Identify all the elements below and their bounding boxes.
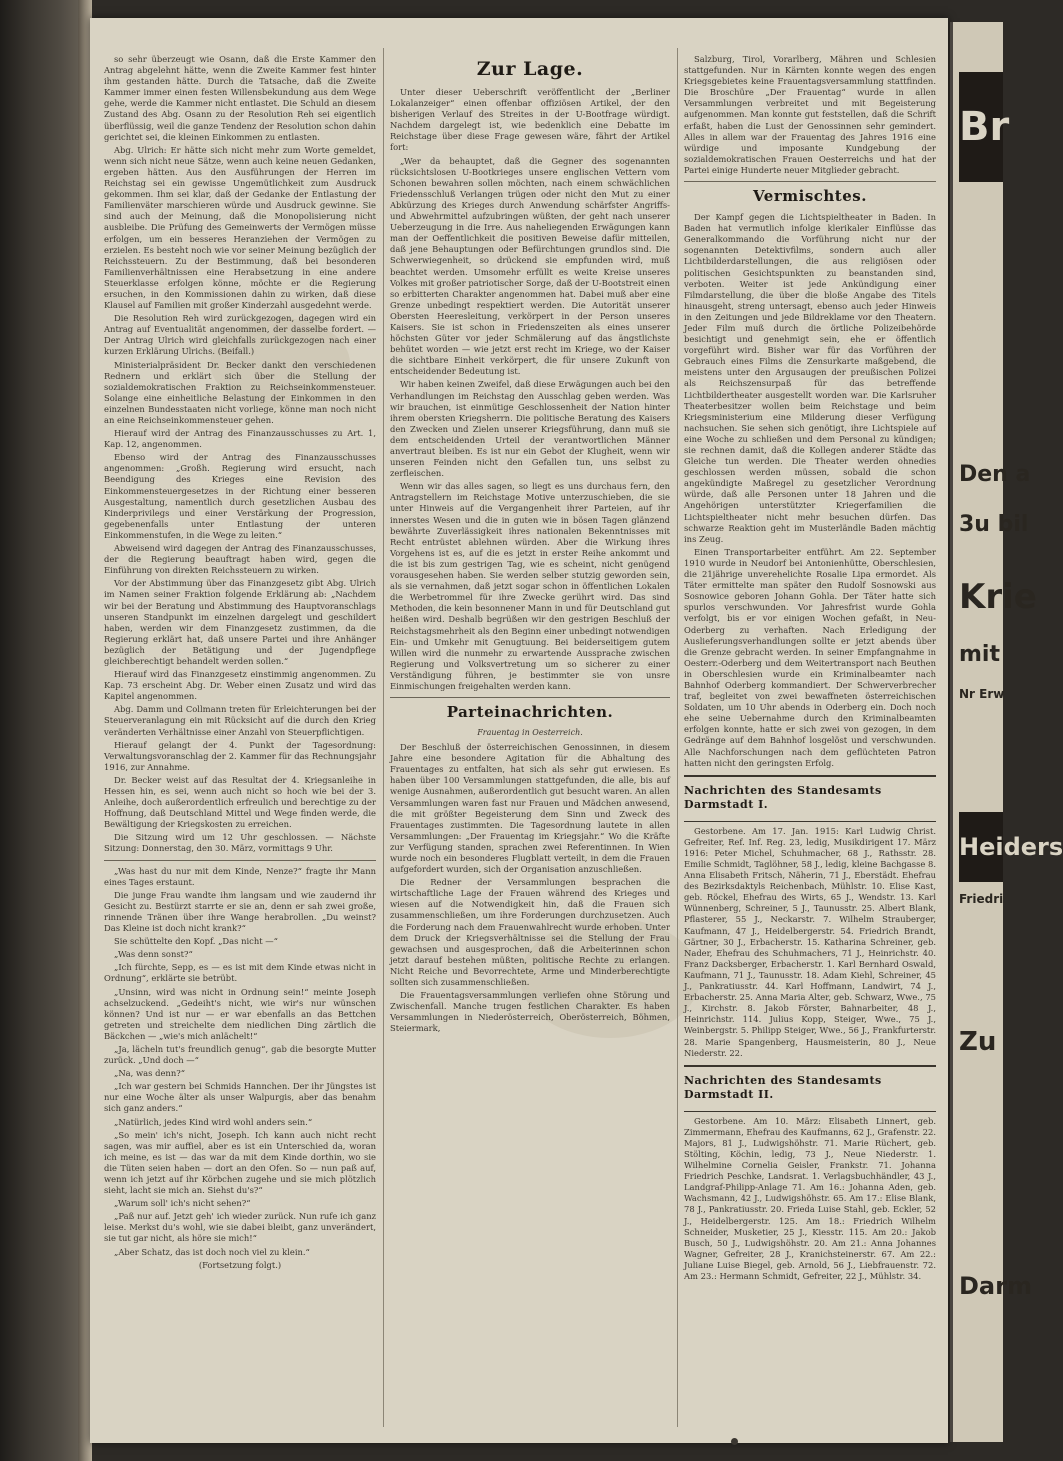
story-paragraph: „So mein' ich's nicht, Joseph. Ich kann auch nicht recht sagen, was mir auffiel, aber es ist ein Unterschied da, woran ich meine, es ist — das war da mit dem Kinde dorthin, wo sie die Tüten seien haben — dort an den Ofen. So — nun paß auf, wenn ich jetzt auf ihr Körbchen zugehe und sie mich plötzlich sieht, lacht sie mich an. Siehst du's?“ xyxy=(104,1129,376,1196)
article-paragraph: Salzburg, Tirol, Vorarlberg, Mähren und Schlesien stattgefunden. Nur in Kärnten konnte wegen des engen Kriegsgebietes keine Frauentagsversammlung stattfinden. Die Broschüre „Der Frauentag“ wurde in allen Versammlungen verbreitet und mit Begeisterung aufgenommen. Man konnte gut feststellen, daß die Schrift erfaßt, haben die Lust der Genossinnen sehr gemindert. Alles in allem war der Frauentag des Jahres 1916 eine würdige und imposante Kundgebung der sozialdemokratischen Frauen Oesterreichs und hat der Partei einige Hunderte neuer Mitglieder gebracht. xyxy=(684,54,936,175)
adjacent-ad-text: 3u bil xyxy=(959,512,1029,537)
article-paragraph: Hierauf gelangt der 4. Punkt der Tagesordnung: Verwaltungsvoranschlag der 2. Kammer für das Rechnungsjahr 1916, zur Annahme. xyxy=(104,739,376,772)
story-paragraph: Die junge Frau wandte ihm langsam und wie zaudernd ihr Gesicht zu. Bestürzt starrte er sie an, denn er sah zwei große, rinnende Tränen über ihre Wange herabrollen. „Du weinst? Das Kleine ist doch nicht krank?“ xyxy=(104,889,376,934)
article-paragraph: Die Resolution Reh wird zurückgezogen, dagegen wird ein Antrag auf Eventualität angenommen, der dasselbe fordert. — Der Antrag Ulrich wird gleichfalls zurückgezogen nach einer kurzen Erklärung Ulrichs. (Beifall.) xyxy=(104,313,376,357)
article-paragraph: Hierauf wird der Antrag des Finanzausschusses zu Art. 1, Kap. 12, angenommen. xyxy=(104,428,376,450)
section-divider xyxy=(104,860,376,861)
article-paragraph: Wenn wir das alles sagen, so liegt es uns durchaus fern, den Antragstellern im Reichstage Motive unterzuschieben, die sie unter Hinweis auf die Vergangenheit ihrer Parteien, auf ihr innerstes Wesen und die in guten wie in bösen Tagen glänzend bewährte Zuverlässigkeit ihres nationalen Bekenntnisses mit Recht entrüstet ablehnen würden. Aber die Wirkung ihres Vorgehens ist es, auf die es jetzt in erster Reihe ankommt und die ist bis zum gestrigen Tag, wie es scheint, nicht genügend vorausgesehen haben. Sie werden selber stutzig geworden sein, als sie vernahmen, daß jetzt sogar schon in öffentlichen Lokalen die Werbetrommel für ihre Zwecke gerührt wird. Das sind Methoden, die kein besonnener Mann in und für Deutschland gut heißen wird. Deshalb begrüßen wir den gestrigen Beschluß der Reichstagsmehrheit als den Beginn einer unbedingt notwendigen Ein- und Umkehr mit Genugtuung. Bei beiderseitigem gutem Willen wird die nunmehr zu erwartende Aussprache zwischen Regierung und Volksvertretung um so sicherer zu einer Verständigung führen, je bestimmter sie von unsre Einmischungen freigehalten werden kann. xyxy=(390,481,670,691)
headline-parteinachrichten: Parteinachrichten. xyxy=(446,703,614,722)
subheadline: Frauentag in Oesterreich. xyxy=(477,728,583,738)
adjacent-ad-text: Zu xyxy=(959,1027,997,1057)
article-paragraph: Abweisend wird dagegen der Antrag des Finanzausschusses, der die Regierung beauftragt haben wird, gegen die Einführung von direkten Reichssteuern zu wirken. xyxy=(104,543,376,576)
adjacent-ad-block: Br xyxy=(959,72,1003,182)
section-divider xyxy=(390,697,670,698)
adjacent-ad-text: Krie xyxy=(959,577,1037,617)
article-paragraph: Die Sitzung wird um 12 Uhr geschlossen. — Nächste Sitzung: Donnerstag, den 30. März, vormittags 9 Uhr. xyxy=(104,832,376,854)
registry-text: Gestorbene. Am 17. Jan. 1915: Karl Ludwig Christ. Gefreiter, Ref. Inf. Reg. 23, ledig, Musikdirigent 17. März 1916: Peter Michel, Schuhmacher, 68 J., Rathsstr. 28. Emilie Schmidt, Taglöhner, 58 J., ledig, kleine Bachgasse 8. Anna Elisabeth Fritsch, Näherin, 71 J., Eberstädt. Ehefrau des Bezirksdaktyls Reichenbach, Mühlstr. 10. Elise Kast, geb. Röckel, Ehefrau des Wirts, 65 J., Wendstr. 13. Karl Wünnenberg, Schreiner, 5 J., Taunusstr. 25. Albert Blank, Pflasterer, 55 J., Neckarstr. 7. Wilhelm Strauberger, Kaufmann, 47 J., Heidelbergerstr. 54. Friedrich Brandt, Gärtner, 30 J., Erbacherstr. 15. Katharina Schreiner, geb. Nader, Ehefrau des Schuhmachers, 71 J., Heinrichstr. 40. Franz Dacksberger, Erbacherstr. 1. Karl Bernhard Oswald, Kaufmann, 71 J., Taunusstr. 18. Adam Kiehl, Schreiner, 45 J., Pankratiusstr. 44. Karl Hoffmann, Landwirt, 74 J., Erbacherstr. 25. Anna Maria Alter, geb. Schwarz, Wwe., 75 J., Kirchstr. 8. Jakob Förster, Bahnarbeiter, 48 J., Heinrichstr. 114. Julius Kopp, Steiger, Wwe., 75 J., Weinbergstr. 5. Philipp Steiger, Wwe., 56 J., Frankfurterstr. 28. Marie Spangenberg, Hausmeisterin, 80 J., Neue Niederstr. 22. xyxy=(684,825,936,1058)
story-paragraph: „Ich fürchte, Sepp, es — es ist mit dem Kinde etwas nicht in Ordnung“, erklärte sie betrübt. xyxy=(104,962,376,984)
article-paragraph: Der Beschluß der österreichischen Genossinnen, in diesem Jahre eine besondere Agitation für die Abhaltung des Frauentages zu entfalten, hat sich als sehr gut erwiesen. Es haben über 100 Versammlungen stattgefunden, die alle, bis auf wenige Ausnahmen, außerordentlich gut besucht waren. An allen Versammlungen waren fast nur Frauen und Mädchen anwesend, die mit größter Begeisterung dem Sinn und Zweck des Frauentages zustimmten. Die Tagesordnung lautete in allen Versammlungen: „Der Frauentag im Kriegsjahr.“ Wo die Kräfte zur Verfügung standen, sprachen zwei Referentinnen. In Wien wurde noch ein besonderes Flugblatt verteilt, in dem die Frauen aufgefordert wurden, sich der Organisation anzuschließen. xyxy=(390,742,670,875)
adjacent-ad-text: Friedri xyxy=(959,892,1004,906)
article-paragraph: „Wer da behauptet, daß die Gegner des sogenannten rücksichtslosen U-Bootkrieges unsere englischen Vettern vom Schonen bewahren sollen möchten, nach einem schwächlichen Friedensschluß Verlangen trügen oder nicht den Mut zu einer Abkürzung des Krieges durch Anwendung schärfster Angriffs- und Abwehrmittel aufzubringen wüßten, der geht nach unserer Ueberzeugung in die Irre. Aus naheliegenden Erwägungen kann man der Oeffentlichkeit die positiven Beweise dafür mitteilen, daß jene Behauptungen oder Befürchtungen grundlos sind. Die Schwerwiegenheit, so drückend sie empfunden wird, muß beachtet werden. Umsomehr erfüllt es weite Kreise unseres Volkes mit großer patriotischer Sorge, daß der U-Bootstreit einen so erbitterten Charakter angenommen hat. Dabei muß aber eine Grenze unbedingt respektiert werden. Die Autorität unserer Obersten Heeresleitung, verkörpert in der Person unseres Kaisers. Sie ist schon in Friedenszeiten als eines unserer höchsten Güter vor jeder Schmälerung auf das ängstlichste behütet worden — wie jetzt erst recht im Kriege, wo der Kaiser die sichtbare Einheit verkörpert, die für unsere Zukunft von entscheidender Bedeutung ist. xyxy=(390,155,670,377)
story-paragraph: „Unsinn, wird was nicht in Ordnung sein!“ meinte Joseph achselzuckend. „Gedeiht's nicht, wie wir's nur wünschen können? Und ist nur — er war ebenfalls an das Bettchen getreten und streichelte dem niedlichen Ding zärtlich die Bäckchen — „wie's mich anlächelt!“ xyxy=(104,986,376,1041)
story-paragraph: „Ich war gestern bei Schmids Hannchen. Der ihr Jüngstes ist nur eine Woche älter als unser Walpurgis, aber das benahm sich ganz anders.“ xyxy=(104,1081,376,1114)
book-binding xyxy=(0,0,86,1461)
continuation-note: (Fortsetzung folgt.) xyxy=(198,1259,282,1270)
adjacent-ad-text: Nr Erw xyxy=(959,687,1005,701)
article-paragraph: Wir haben keinen Zweifel, daß diese Erwägungen auch bei den Verhandlungen im Reichstag den Ausschlag geben werden. Was wir brauchen, ist einmütige Geschlossenheit der Nation hinter ihrem obersten Kriegsherrn. Die politische Beratung des Kaisers den Zwecken und Zielen unserer Kriegsführung, dann muß sie dem entscheidenden Urteil der verantwortlichen Männer anvertraut bleiben. Es ist nur ein Gebot der Klugheit, wenn wir unseren Feinden nicht den Gefallen tun, uns selbst zu zerfleischen. xyxy=(390,379,670,479)
article-paragraph: Abg. Ulrich: Er hätte sich nicht mehr zum Worte gemeldet, wenn sich nicht neue Sätze, wenn auch keine neuen Gedanken, ergeben hätten. Aus den Ausführungen der Herren im Reichstag sei ein gewisse Ungemütlichkeit zum Ausdruck gekommen. Ihm sei klar, daß der Gedanke der Entlastung der Familienväter marschieren würde und Ausdruck gewinne. Sie sind auch der Meinung, daß die Monopolisierung nicht ausbleibe. Die Prüfung des Gemeinwerts der Vermögen müsse erfolgen, um ein besseres Heranziehen der Vermögen zu erzielen. Es besteht noch wie vor seiner Meinung bezüglich der Reichssteuern. Zu der Bestimmung, daß bei besonderen Familienverhältnissen eine Herabsetzung in eine andere Steuerklasse erfolgen könne, möchte er die Regierung ersuchen, in den Kommissionen dahin zu wirken, daß diese Klausel auf Familien mit großer Kinderzahl ausgedehnt werde. xyxy=(104,144,376,311)
story-paragraph: „Na, was denn?“ xyxy=(114,1068,185,1079)
column-middle xyxy=(390,54,670,1425)
adjacent-ad-text: Den a xyxy=(959,462,1031,487)
article-paragraph: Dr. Becker weist auf das Resultat der 4. Kriegsanleihe in Hessen hin, es sei, wenn auch nicht so hoch wie bei der 3. Anleihe, doch außerordentlich erfreulich und berechtige zu der Hoffnung, daß Deutschland Mittel und Wege finden werde, die Bewältigung der Kriegskosten zu erreichen. xyxy=(104,774,376,830)
adjacent-ad-block: Heiders xyxy=(959,812,1003,882)
registry-title: Nachrichten des Standesamts Darmstadt I. xyxy=(684,783,882,811)
article-paragraph: Die Frauentagsversammlungen verliefen ohne Störung und Zwischenfall. Manche trugen festlichen Charakter. Es haben Versammlungen in Niederösterreich, Oberösterreich, Böhmen, Steiermark, xyxy=(390,990,670,1034)
column-rule xyxy=(383,48,384,1427)
adjacent-ad-text: Darm xyxy=(959,1272,1032,1300)
article-paragraph: so sehr überzeugt wie Osann, daß die Erste Kammer den Antrag abgelehnt hätte, wenn die Zweite Kammer fest hinter ihm gestanden hätte. Durch die Tatsache, daß die Zweite Kammer immer einen festen Willensbekundung aus dem Wege gehe, werde die Kammer nicht entlastet. Die Schuld an diesem Zustand des Abg. Osann zu der Resolution Reh sei eigentlich überflüssig, weil die ganze Tendenz der Resolution schon dahin gerichtet sei, die kleinen Einkommen zu entlasten. xyxy=(104,54,376,142)
story-paragraph: „Was denn sonst?“ xyxy=(114,949,193,960)
article-paragraph: Einen Transportarbeiter entführt. Am 22. September 1910 wurde in Neudorf bei Antonienhütte, Oberschlesien, die 21jährige unverehelichte Rosalie Lipa ermordet. Als Täter ermittelte man später den Rudolf Sosnowski aus Sosnowice geboren Johann Gohla. Der Täter hatte sich spurlos verschwunden. Vor Jahresfrist wurde Gohla verfolgt, bis er vor einigen Wochen gefaßt, in Neu-Oderberg zu verhaften. Nach Erledigung der Auslieferungsverhandlungen sollte er jetzt abends über die Grenze gebracht werden. In seiner Empfangnahme in Oesterr.-Oderberg und dem Weitertransport nach Beuthen in Oberschlesien wurde ein Kriminalbeamter nach Bahnhof Oderberg kommandiert. Der Schwerverbrecher traf, begleitet von zwei bewaffneten österreichischen Soldaten, um 10 Uhr abends in Oderberg ein. Doch noch ehe seine Uebernahme durch den Kriminalbeamten erfolgen konnte, hatte er sich zwei von gezogen, in dem Gedränge auf dem Bahnhof losgelöst und verschwunden. Alle Nachforschungen nach dem geflüchteten Patron hatten nicht den geringsten Erfolg. xyxy=(684,546,936,768)
registry-box-2 xyxy=(684,1065,936,1112)
registry-text: Gestorbene. Am 10. März: Elisabeth Linnert, geb. Zimmermann, Ehefrau des Kaufmanns, 62 J., Grafenstr. 22. Majors, 81 J., Ludwigshöhstr. 71. Marie Rüchert, geb. Stölting, Köchin, ledig, 73 J., Neue Niederstr. 1. Wilhelmine Cornelia Geisler, Frankstr. 71. Johanna Friedrich Peschke, Landsrat. 1. Verlagsbuchhändler, 43 J., Landgraf-Philipp-Anlage 71. Am 16.: Johanna Aden, geb. Wachsmann, 42 J., Ludwigshöhstr. 65. Am 17.: Elise Blank, 78 J., Pankratiusstr. 20. Frieda Luise Stahl, geb. Eckler, 52 J., Heidelbergerstr. 125. Am 18.: Friedrich Wilhelm Schneider, Musketier, 25 J., Kiesstr. 115. Am 20.: Jakob Busch, 50 J., Ludwigshöhstr. 20. Am 21.: Anna Johannes Wagner, Gefreiter, 28 J., Kranichsteinerstr. 67. Am 22.: Juliane Luise Biegel, geb. Arnold, 56 J., Liebfrauenstr. 72. Am 23.: Hermann Schmidt, Gefreiter, 22 J., Mühlstr. 34. xyxy=(684,1115,936,1281)
article-paragraph: Unter dieser Ueberschrift veröffentlicht der „Berliner Lokalanzeiger“ einen offenbar offiziösen Artikel, der den bisherigen Verlauf des Streites in der U-Bootfrage würdigt. Nachdem dargelegt ist, wie bedenklich eine Debatte im Reichstage über diese Frage gewesen wäre, fährt der Artikel fort: xyxy=(390,87,670,153)
story-paragraph: „Warum soll' ich's nicht sehen?“ xyxy=(114,1198,251,1209)
article-paragraph: Hierauf wird das Finanzgesetz einstimmig angenommen. Zu Kap. 73 erscheint Abg. Dr. Weber einen Zusatz und wird das Kapitel angenommen. xyxy=(104,669,376,702)
article-paragraph: Vor der Abstimmung über das Finanzgesetz gibt Abg. Ulrich im Namen seiner Fraktion folgende Erklärung ab: „Nachdem wir bei der Beratung und Abstimmung des Hauptvoranschlags unseren Standpunkt im einzelnen dargelegt und geschildert haben, werden wir dem Finanzgesetz zustimmen, da die Regierung erklärt hat, daß unsere Partei und ihre Anhänger bezüglich der Betätigung und der Jugendpflege gleichberechtigt behandelt werden sollen.“ xyxy=(104,578,376,666)
article-paragraph: Der Kampf gegen die Lichtspieltheater in Baden. In Baden hat vermutlich infolge klerikaler Einflüsse das Generalkommando die Vorführung nicht nur der sogenannten Detektivfilms, sondern auch aller Lichtbilderdarstellungen, die aus religiösen oder politischen Gesichtspunkten zu beanstanden sind, verboten. Weiter ist jede Ankündigung einer Filmdarstellung, die über die bloße Angabe des Titels hinausgeht, streng untersagt, ebenso auch jeder Hinweis in den Zeitungen und jede Bildreklame vor den Theatern. Jeder Film muß durch die örtliche Polizeibehörde besichtigt und genehmigt sein, ehe er öffentlich vorgeführt wird. Bisher war für das Vorführen der Gebrauch eines Films die Zensurkarte maßgebend, die meistens unter den Argusaugen der preußischen Polizei als Reichszensurpaß für das betreffende Lichtbildertheater ausgestellt worden war. Die Karlsruher Theaterbesitzer wollen beim Reichstage und beim Kriegsministerium eine Milderung dieser Verfügung nachsuchen. Sie sehen sich genötigt, ihre Lichtspiele auf eine Woche zu schließen und dem Personal zu kündigen; sie rechnen damit, daß die Kollegen anderer Städte das Gleiche tun werden. Die Theater werden ohnedies geschlossen werden müssen, sobald die schon angekündigte Maßregel zu gesetzlicher Verordnung würde, daß alle Personen unter 18 Jahren und die Angehörigen unterstützter Kriegerfamilien die Lichtspieltheater nicht mehr besuchen dürfen. Das schwarze Reaktion geht im Musterländle Baden mächtig ins Zeug. xyxy=(684,212,936,544)
story-paragraph: Sie schüttelte den Kopf. „Das nicht —“ xyxy=(114,936,278,947)
story-paragraph: „Ja, lächeln tut's freundlich genug“, gab die besorgte Mutter zurück. „Und doch —“ xyxy=(104,1043,376,1066)
article-paragraph: Ebenso wird der Antrag des Finanzausschusses angenommen: „Großh. Regierung wird ersucht, nach Beendigung des Krieges eine Revision des Einkommensteuergesetzes in der Richtung einer besseren Ausgestaltung, namentlich durch gesetzlichen Ausbau des Kinderprivilegs und einer Verstärkung der Progression, gegebenenfalls unter Entlastung der unteren Einkommenstufen, in die Wege zu leiten.“ xyxy=(104,452,376,540)
story-paragraph: „Was hast du nur mit dem Kinde, Nenze?“ fragte ihr Mann eines Tages erstaunt. xyxy=(104,865,376,887)
story-paragraph: „Paß nur auf. Jetzt geh' ich wieder zurück. Nun rufe ich ganz leise. Merkst du's wohl, wie sie dabei bleibt, ganz unverändert, sie tut gar nicht, als höre sie mich!“ xyxy=(104,1211,376,1244)
newspaper-page xyxy=(90,18,948,1443)
article-paragraph: Ministerialpräsident Dr. Becker dankt den verschiedenen Rednern und erklärt sich über die Stellung der sozialdemokratischen Fraktion zu Reichseinkommensteuer. Solange eine einheitliche Belastung der Einkommen in den einzelnen Bundesstaaten nicht vorliege, könne man noch nicht an eine Reichseinkommensteuer gehen. xyxy=(104,359,376,425)
section-divider xyxy=(684,181,936,182)
binding-hole xyxy=(731,1438,738,1445)
column-right xyxy=(684,54,936,1425)
adjacent-page xyxy=(950,22,1063,1442)
headline-zur-lage: Zur Lage. xyxy=(476,58,584,80)
column-rule xyxy=(677,48,678,1427)
adjacent-ad-text: mit xyxy=(959,642,1000,667)
article-paragraph: Abg. Damm und Collmann treten für Erleichterungen bei der Steuerveranlagung ein mit Rücksicht auf die durch den Krieg veränderten Verhältnisse einer Anzahl von Steuerpflichtigen. xyxy=(104,704,376,737)
headline-vermischtes: Vermischtes. xyxy=(753,187,867,206)
registry-title: Nachrichten des Standesamts Darmstadt II. xyxy=(684,1073,882,1101)
column-left xyxy=(104,54,376,1425)
story-paragraph: „Aber Schatz, das ist doch noch viel zu klein.“ xyxy=(114,1246,310,1257)
article-paragraph: Die Redner der Versammlungen besprachen die wirtschaftliche Lage der Frauen während des Krieges und wiesen auf die Notwendigkeit hin, daß die Frauen sich zusammenschließen, um ihre Forderungen durchzusetzen. Auch die Forderung nach dem Frauenwahlrecht wurde erhoben. Unter dem Druck der Kriegsverhältnisse sei die Stellung der Frau gewachsen und ausgesprochen, daß die Arbeiterinnen schon jetzt darauf bestehen müßten, politische Rechte zu erlangen. Nicht Reiche und Bevorrechtete, Arme und Minderberechtigte sollten sich zusammenschließen. xyxy=(390,877,670,988)
story-paragraph: „Natürlich, jedes Kind wird wohl anders sein.“ xyxy=(114,1116,313,1127)
registry-box-1 xyxy=(684,775,936,822)
